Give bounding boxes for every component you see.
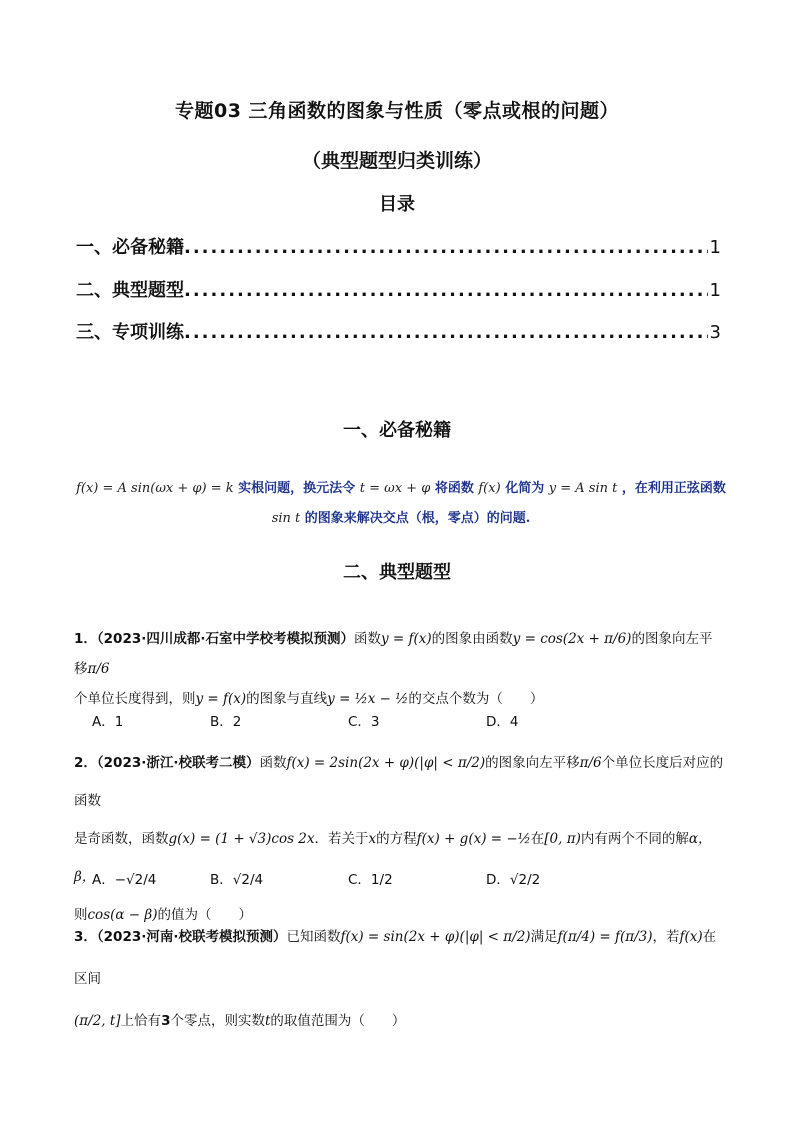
formula: y = f(x) bbox=[381, 631, 432, 647]
page-subtitle: （典型题型归类训练） bbox=[301, 150, 492, 172]
toc-heading: 目录 bbox=[379, 194, 415, 215]
text: 是奇函数，函数 bbox=[74, 831, 169, 847]
option-c[interactable]: C．3 bbox=[348, 714, 380, 730]
formula: sin t bbox=[271, 511, 301, 526]
text: 实根问题，换元法令 bbox=[238, 481, 356, 496]
question-2 bbox=[74, 744, 724, 934]
toc-page-number: 1 bbox=[709, 237, 721, 258]
formula: f(x) bbox=[478, 481, 501, 496]
formula: f(x) bbox=[679, 929, 703, 945]
formula: cos(α − β) bbox=[87, 907, 158, 923]
toc-page-number: 3 bbox=[709, 322, 721, 343]
section-heading: 二、典型题型 bbox=[343, 562, 451, 583]
toc-item-label: 一、必备秘籍 bbox=[76, 237, 184, 258]
text: ，若 bbox=[652, 929, 680, 945]
formula: f(x) = 2sin(2x + φ)(|φ| < π/2) bbox=[286, 755, 486, 771]
text: 已知函数 bbox=[286, 929, 341, 945]
text: 内有两个不同的解 bbox=[580, 831, 689, 847]
text: 将函数 bbox=[434, 481, 474, 496]
formula: f(π/4) = f(π/3) bbox=[557, 929, 653, 945]
text: 的值为（ ） bbox=[157, 907, 252, 923]
question-1 bbox=[74, 624, 724, 714]
option-d[interactable]: D．√2/2 bbox=[486, 872, 541, 888]
text: 个零点，则实数 bbox=[170, 1013, 265, 1029]
text: 的方程 bbox=[376, 831, 417, 847]
formula: f(x) + g(x) = −½ bbox=[416, 831, 531, 847]
formula: x bbox=[368, 831, 377, 847]
text: 化简为 bbox=[505, 481, 545, 496]
formula: α，β， bbox=[74, 831, 712, 885]
text: 的图象来解决交点（根，零点）的问题. bbox=[304, 511, 531, 526]
toc-item-label: 二、典型题型 bbox=[76, 280, 184, 301]
text: 在 bbox=[530, 831, 545, 847]
formula: y = A sin t bbox=[548, 481, 618, 496]
answer-options bbox=[92, 710, 712, 730]
formula: y = cos(2x + π/6) bbox=[512, 631, 632, 647]
option-d[interactable]: D．4 bbox=[486, 714, 519, 730]
toc-leader bbox=[184, 237, 708, 258]
text: 函数 bbox=[354, 631, 381, 647]
formula: [0, π) bbox=[544, 831, 581, 847]
text: 的图象向左平移 bbox=[485, 755, 580, 771]
option-b[interactable]: B．√2/4 bbox=[210, 872, 264, 888]
text: 的取值范围为（ ） bbox=[270, 1013, 406, 1029]
question-source: （2023·四川成都·石室中学校考模拟预测） bbox=[96, 631, 354, 647]
toc-leader bbox=[184, 280, 708, 301]
text: 的图象向左平移 bbox=[74, 631, 713, 677]
text: 满足 bbox=[530, 929, 558, 945]
formula: (π/2, t] bbox=[74, 1013, 121, 1029]
question-number: 2． bbox=[74, 755, 97, 771]
toc-item-label: 三、专项训练 bbox=[76, 322, 184, 343]
question-source: （2023·浙江·校联考二模） bbox=[96, 755, 260, 771]
text: 上恰有 bbox=[120, 1013, 162, 1029]
formula: g(x) = (1 + √3)cos 2x bbox=[168, 831, 315, 847]
text: 的图象由函数 bbox=[431, 631, 513, 647]
option-c[interactable]: C．1/2 bbox=[348, 872, 393, 888]
formula: π/6 bbox=[579, 755, 602, 771]
text: 个单位长度后对应的函数 bbox=[74, 755, 724, 809]
answer-options bbox=[92, 868, 712, 892]
question-number: 3． bbox=[74, 929, 97, 945]
question-3 bbox=[74, 916, 724, 1042]
formula: t bbox=[264, 1013, 271, 1029]
formula: t = ωx + φ bbox=[359, 481, 431, 496]
toc-page-number: 1 bbox=[709, 280, 721, 301]
toc-item[interactable] bbox=[76, 233, 721, 259]
text: 在区间 bbox=[74, 929, 717, 987]
section-heading: 一、必备秘籍 bbox=[343, 420, 451, 441]
option-b[interactable]: B．2 bbox=[210, 714, 242, 730]
page-title: 专题03 三角函数的图象与性质（零点或根的问题） bbox=[174, 100, 620, 122]
formula: f(x) = A sin(ωx + φ) = k bbox=[76, 481, 234, 496]
toc-item[interactable] bbox=[76, 318, 721, 344]
option-a[interactable]: A．1 bbox=[92, 714, 124, 730]
text: 的图象与直线 bbox=[246, 691, 328, 707]
text: 则 bbox=[74, 907, 88, 923]
question-number: 1． bbox=[74, 631, 97, 647]
question-source: （2023·河南·校联考模拟预测） bbox=[96, 929, 287, 945]
text: 的交点个数为（ ） bbox=[408, 691, 544, 707]
text: 个单位长度得到，则 bbox=[74, 691, 196, 707]
key-method-paragraph bbox=[76, 474, 726, 534]
text: 函数 bbox=[259, 755, 287, 771]
formula: f(x) = sin(2x + φ)(|φ| < π/2) bbox=[340, 929, 531, 945]
formula: y = ½x − ½ bbox=[327, 691, 409, 707]
toc-item[interactable] bbox=[76, 276, 721, 302]
formula: y = f(x) bbox=[195, 691, 247, 707]
option-a[interactable]: A．−√2/4 bbox=[92, 872, 157, 888]
text: ，在利用正弦函数 bbox=[621, 481, 726, 496]
text: ．若关于 bbox=[314, 831, 369, 847]
number: 3 bbox=[161, 1013, 171, 1029]
formula: π/6 bbox=[87, 661, 110, 677]
toc-leader bbox=[184, 322, 708, 343]
